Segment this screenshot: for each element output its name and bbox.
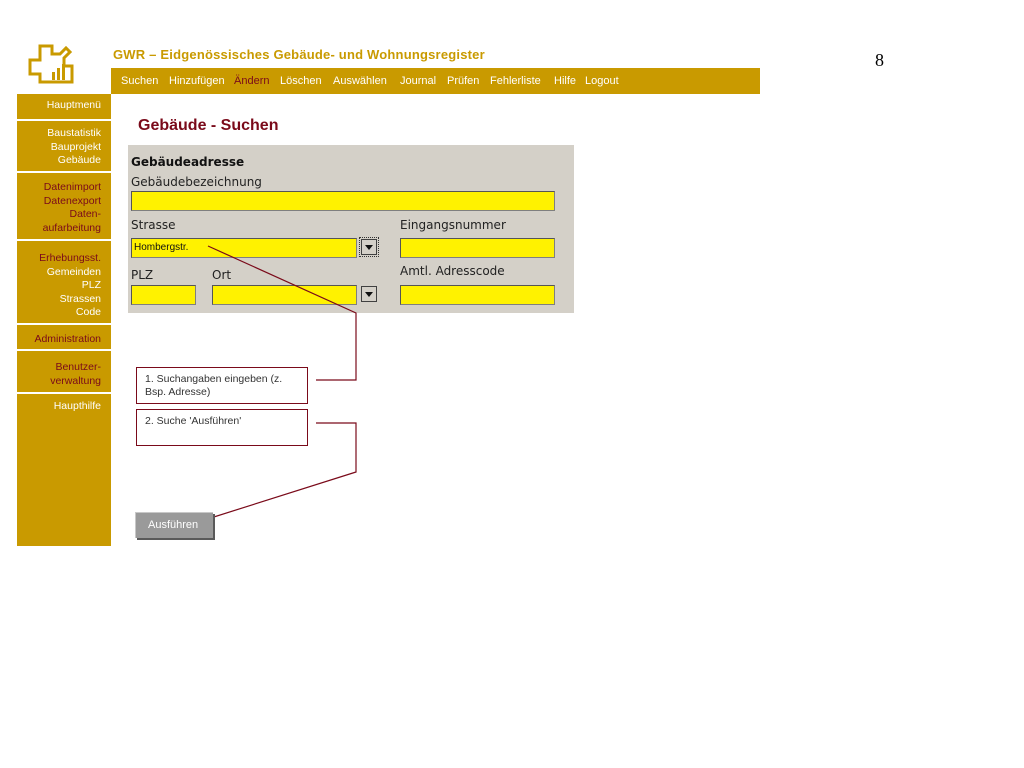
sidebar	[17, 94, 111, 546]
sidebar-item-gebaeude[interactable]: Gebäude	[57, 154, 101, 166]
sidebar-group-statistics	[17, 119, 111, 171]
app-title: GWR – Eidgenössisches Gebäude- und Wohnungsregister	[113, 47, 485, 62]
nav-fehlerliste[interactable]: Fehlerliste	[490, 75, 541, 87]
sidebar-item-datenimport[interactable]: Datenimport	[43, 181, 101, 193]
city-input[interactable]	[212, 285, 357, 305]
sidebar-item-datenexport[interactable]: Datenexport	[43, 194, 101, 207]
execute-button[interactable]: Ausführen	[135, 512, 213, 538]
nav-pruefen[interactable]: Prüfen	[447, 75, 480, 87]
sidebar-item-haupthilfe[interactable]: Haupthilfe	[53, 400, 101, 412]
nav-journal[interactable]: Journal	[400, 75, 437, 87]
nav-auswaehlen[interactable]: Auswählen	[333, 75, 387, 87]
street-dropdown-button[interactable]	[361, 239, 377, 255]
top-navigation	[111, 68, 760, 94]
sidebar-group-users	[17, 349, 111, 392]
city-label: Ort	[212, 268, 232, 282]
nav-loeschen[interactable]: Löschen	[280, 75, 322, 87]
building-name-label: Gebäudebezeichnung	[131, 175, 262, 189]
building-name-input[interactable]	[131, 191, 555, 211]
sidebar-item-strassen[interactable]: Strassen	[59, 292, 101, 305]
nav-hilfe[interactable]: Hilfe	[554, 75, 577, 87]
sidebar-group-data	[17, 171, 111, 239]
chevron-down-icon	[365, 292, 373, 297]
sidebar-item-plz[interactable]: PLZ	[81, 279, 101, 291]
sidebar-group-admin	[17, 323, 111, 349]
sidebar-item-code[interactable]: Code	[75, 306, 101, 318]
sidebar-group-help	[17, 392, 111, 546]
street-label: Strasse	[131, 218, 176, 232]
building-address-form	[128, 145, 574, 313]
callout-step-1-text: 1. Suchangaben eingeben (z. Bsp. Adresse)	[145, 373, 283, 398]
nav-logout[interactable]: Logout	[585, 75, 619, 87]
address-code-label: Amtl. Adresscode	[400, 264, 505, 278]
street-input[interactable]: Hombergstr.	[131, 238, 357, 258]
callout-step-1	[136, 367, 308, 404]
page-title: Gebäude - Suchen	[138, 117, 279, 134]
sidebar-item-bauprojekt[interactable]: Bauprojekt	[50, 140, 101, 153]
sidebar-item-administration[interactable]: Administration	[34, 333, 101, 345]
nav-aendern[interactable]: Ändern	[234, 75, 270, 87]
chevron-down-icon	[365, 245, 373, 250]
address-code-input[interactable]	[400, 285, 555, 305]
sidebar-item-gemeinden[interactable]: Gemeinden	[46, 265, 101, 278]
page-number: 8	[875, 50, 884, 70]
sidebar-item-datenaufarbeitung-1[interactable]: Daten-	[69, 208, 101, 220]
zip-input[interactable]	[131, 285, 196, 305]
callout-step-2	[136, 409, 308, 446]
form-section-title: Gebäudeadresse	[131, 155, 245, 169]
sidebar-main-menu	[17, 94, 111, 119]
sidebar-group-reference	[17, 239, 111, 323]
sidebar-item-verwaltung[interactable]: verwaltung	[50, 374, 101, 387]
city-dropdown-button[interactable]	[361, 286, 377, 302]
sidebar-item-datenaufarbeitung-2[interactable]: aufarbeitung	[42, 221, 101, 234]
nav-suchen[interactable]: Suchen	[121, 75, 159, 87]
entrance-number-input[interactable]	[400, 238, 555, 258]
sidebar-item-hauptmenue[interactable]: Hauptmenü	[46, 99, 101, 111]
nav-hinzufuegen[interactable]: Hinzufügen	[169, 75, 225, 87]
sidebar-item-erhebungsstellen[interactable]: Erhebungsst.	[39, 252, 101, 264]
sidebar-item-baustatistik[interactable]: Baustatistik	[47, 127, 101, 139]
sidebar-item-benutzer[interactable]: Benutzer-	[55, 361, 101, 373]
callout-step-2-text: 2. Suche 'Ausführen'	[145, 415, 242, 427]
gwr-logo-icon	[26, 44, 74, 84]
zip-label: PLZ	[131, 268, 154, 282]
entrance-number-label: Eingangsnummer	[400, 218, 506, 232]
